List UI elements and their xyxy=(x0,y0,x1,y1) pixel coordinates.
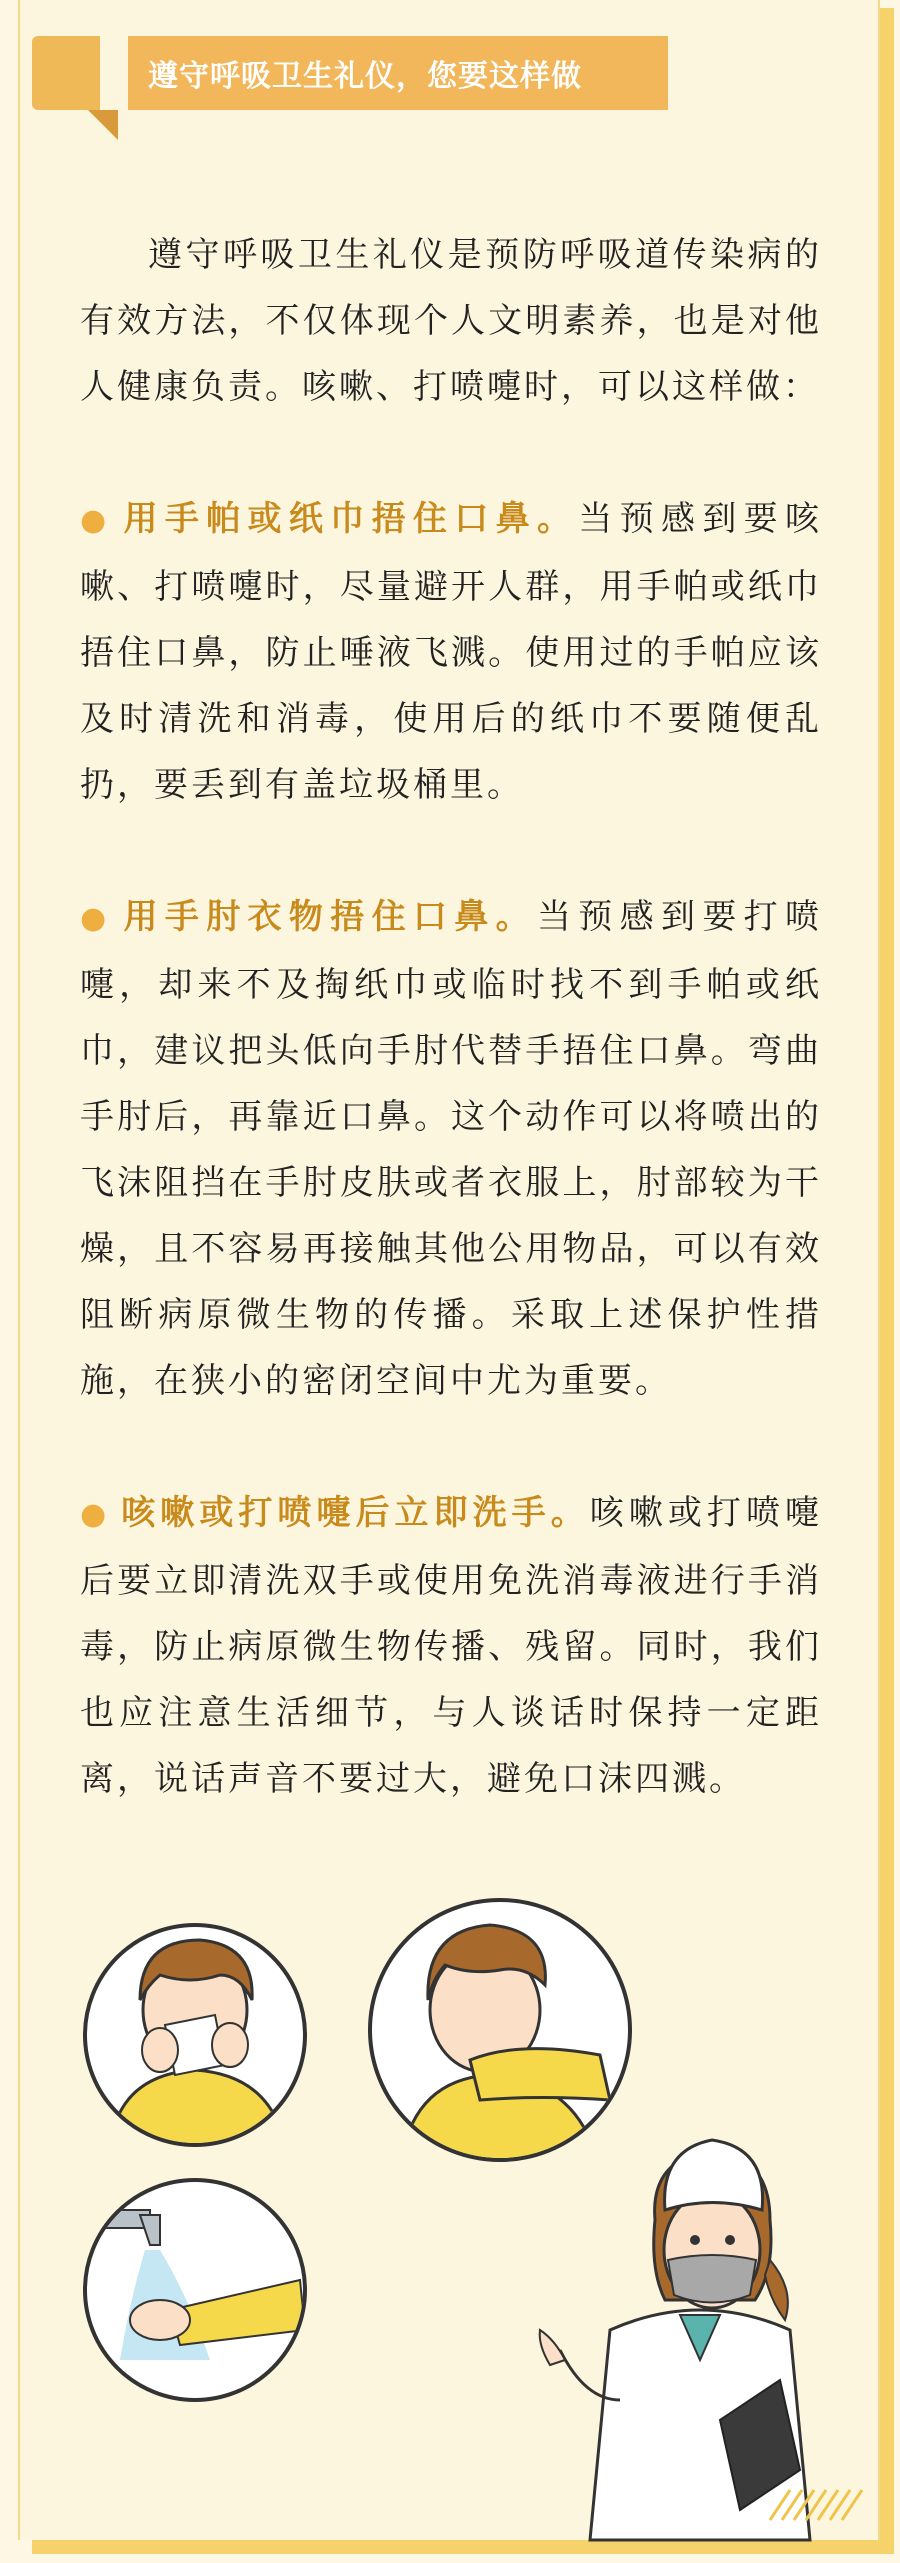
bullet-dot-icon: ● xyxy=(80,503,114,538)
section-title: 遵守呼吸卫生礼仪，您要这样做 xyxy=(148,59,582,94)
tip-title: 用手肘衣物捂住口鼻。 xyxy=(123,897,537,937)
bullet-dot-icon: ● xyxy=(80,901,114,936)
tip-title: 用手帕或纸巾捂住口鼻。 xyxy=(123,499,579,539)
tip-text: 当预感到要打喷嚏，却来不及掏纸巾或临时找不到手帕或纸巾，建议把头低向手肘代替手捂住口鼻。弯曲手肘后，再靠近口鼻。这个动作可以将喷出的飞沫阻挡在手肘皮肤或者衣服上，肘部较为干燥，且不容易再接触其他公用物品，可以有效阻断病原微生物的传播。采取上述保护性措施，在狭小的密闭空间中尤为重要。 xyxy=(80,897,823,1401)
tip-text: 当预感到要咳嗽、打喷嚏时，尽量避开人群，用手帕或纸巾捂住口鼻，防止唾液飞溅。使用过的手帕应该及时清洗和消毒，使用后的纸巾不要随便乱扔，要丢到有盖垃圾桶里。 xyxy=(80,499,823,805)
nurse-illustration xyxy=(540,2140,810,2540)
tissue-illustration xyxy=(85,1925,305,2145)
elbow-illustration xyxy=(370,1900,630,2170)
bullet-dot-icon: ● xyxy=(80,1497,112,1532)
tip-title: 咳嗽或打喷嚏后立即洗手。 xyxy=(121,1493,590,1533)
handwash-illustration xyxy=(85,2180,305,2400)
tip-text: 咳嗽或打喷嚏后要立即清洗双手或使用免洗消毒液进行手消毒，防止病原微生物传播、残留。同时，我们也应注意生活细节，与人谈话时保持一定距离，说话声音不要过大，避免口沫四溅。 xyxy=(80,1493,823,1799)
intro-paragraph: 遵守呼吸卫生礼仪是预防呼吸道传染病的有效方法，不仅体现个人文明素养，也是对他人健康负责。咳嗽、打喷嚏时，可以这样做： xyxy=(80,235,822,407)
